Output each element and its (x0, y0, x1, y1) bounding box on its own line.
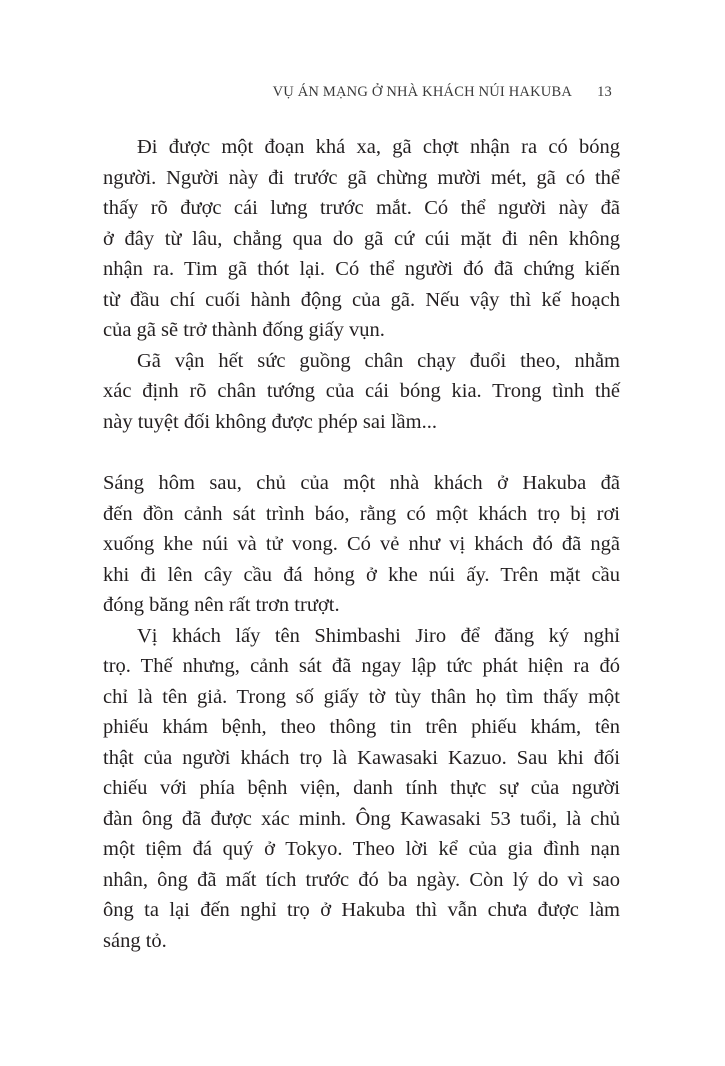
text-line: thật của người khách trọ là Kawasaki Kazuo. Sau khi đối (103, 746, 620, 769)
text-line: xuống khe núi và tử vong. Có vẻ như vị khách đó đã ngã (103, 533, 620, 555)
text-line: Vị khách lấy tên Shimbashi Jiro để đăng ký nghỉ (137, 624, 620, 647)
text-line: Sáng hôm sau, chủ của một nhà khách ở Hakuba đã (103, 472, 620, 494)
text-line: ông ta lại đến nghỉ trọ ở Hakuba thì vẫn chưa được làm (103, 899, 620, 921)
section-1 (103, 132, 620, 437)
text-line: Đi được một đoạn khá xa, gã chợt nhận ra có bóng (137, 136, 620, 158)
text-line: sáng tỏ. (103, 929, 167, 952)
paragraph (103, 468, 620, 621)
text-line: một tiệm đá quý ở Tokyo. Theo lời kể của gia đình nạn (103, 838, 620, 860)
text-line: khi đi lên cây cầu đá hỏng ở khe núi ấy. Trên mặt cầu (103, 563, 620, 586)
text-line: ở đây từ lâu, chẳng qua do gã cứ cúi mặt đi nên không (103, 227, 620, 250)
text-line: của gã sẽ trở thành đống giấy vụn. (103, 319, 385, 341)
text-line: Gã vận hết sức guồng chân chạy đuổi theo, nhằm (137, 349, 620, 372)
text-line: thấy rõ được cái lưng trước mắt. Có thể người này đã (103, 197, 620, 219)
paragraph (103, 621, 620, 957)
text-line: chỉ là tên giả. Trong số giấy tờ tùy thân họ tìm thấy một (103, 685, 620, 708)
running-header (0, 84, 612, 104)
text-line: trọ. Thế nhưng, cảnh sát đã ngay lập tức phát hiện ra đó (103, 655, 620, 677)
text-line: người. Người này đi trước gã chừng mười mét, gã có thể (103, 166, 620, 189)
paragraph (103, 346, 620, 438)
text-line: từ đầu chí cuối hành động của gã. Nếu vậy thì kế hoạch (103, 288, 620, 311)
text-line: này tuyệt đối không được phép sai lầm... (103, 410, 437, 433)
section-2 (103, 468, 620, 956)
text-line: xác định rõ chân tướng của cái bóng kia. Trong tình thế (103, 380, 620, 402)
text-line: chiếu với phía bệnh viện, danh tính thực sự của người (103, 777, 620, 799)
text-line: nhân, ông đã mất tích trước đó ba ngày. Còn lý do vì sao (103, 868, 620, 891)
text-line: đóng băng nên rất trơn trượt. (103, 594, 340, 616)
text-line: nhận ra. Tim gã thót lại. Có thể người đó đã chứng kiến (103, 258, 620, 280)
text-line: đàn ông đã được xác minh. Ông Kawasaki 53 tuổi, là chủ (103, 807, 620, 830)
text-line: phiếu khám bệnh, theo thông tin trên phiếu khám, tên (103, 716, 620, 738)
running-header-title: VỤ ÁN MẠNG Ở NHÀ KHÁCH NÚI HAKUBA (272, 84, 572, 100)
page-number: 13 (597, 84, 612, 100)
paragraph (103, 132, 620, 346)
text-line: đến đồn cảnh sát trình báo, rằng có một khách trọ bị rơi (103, 502, 620, 525)
